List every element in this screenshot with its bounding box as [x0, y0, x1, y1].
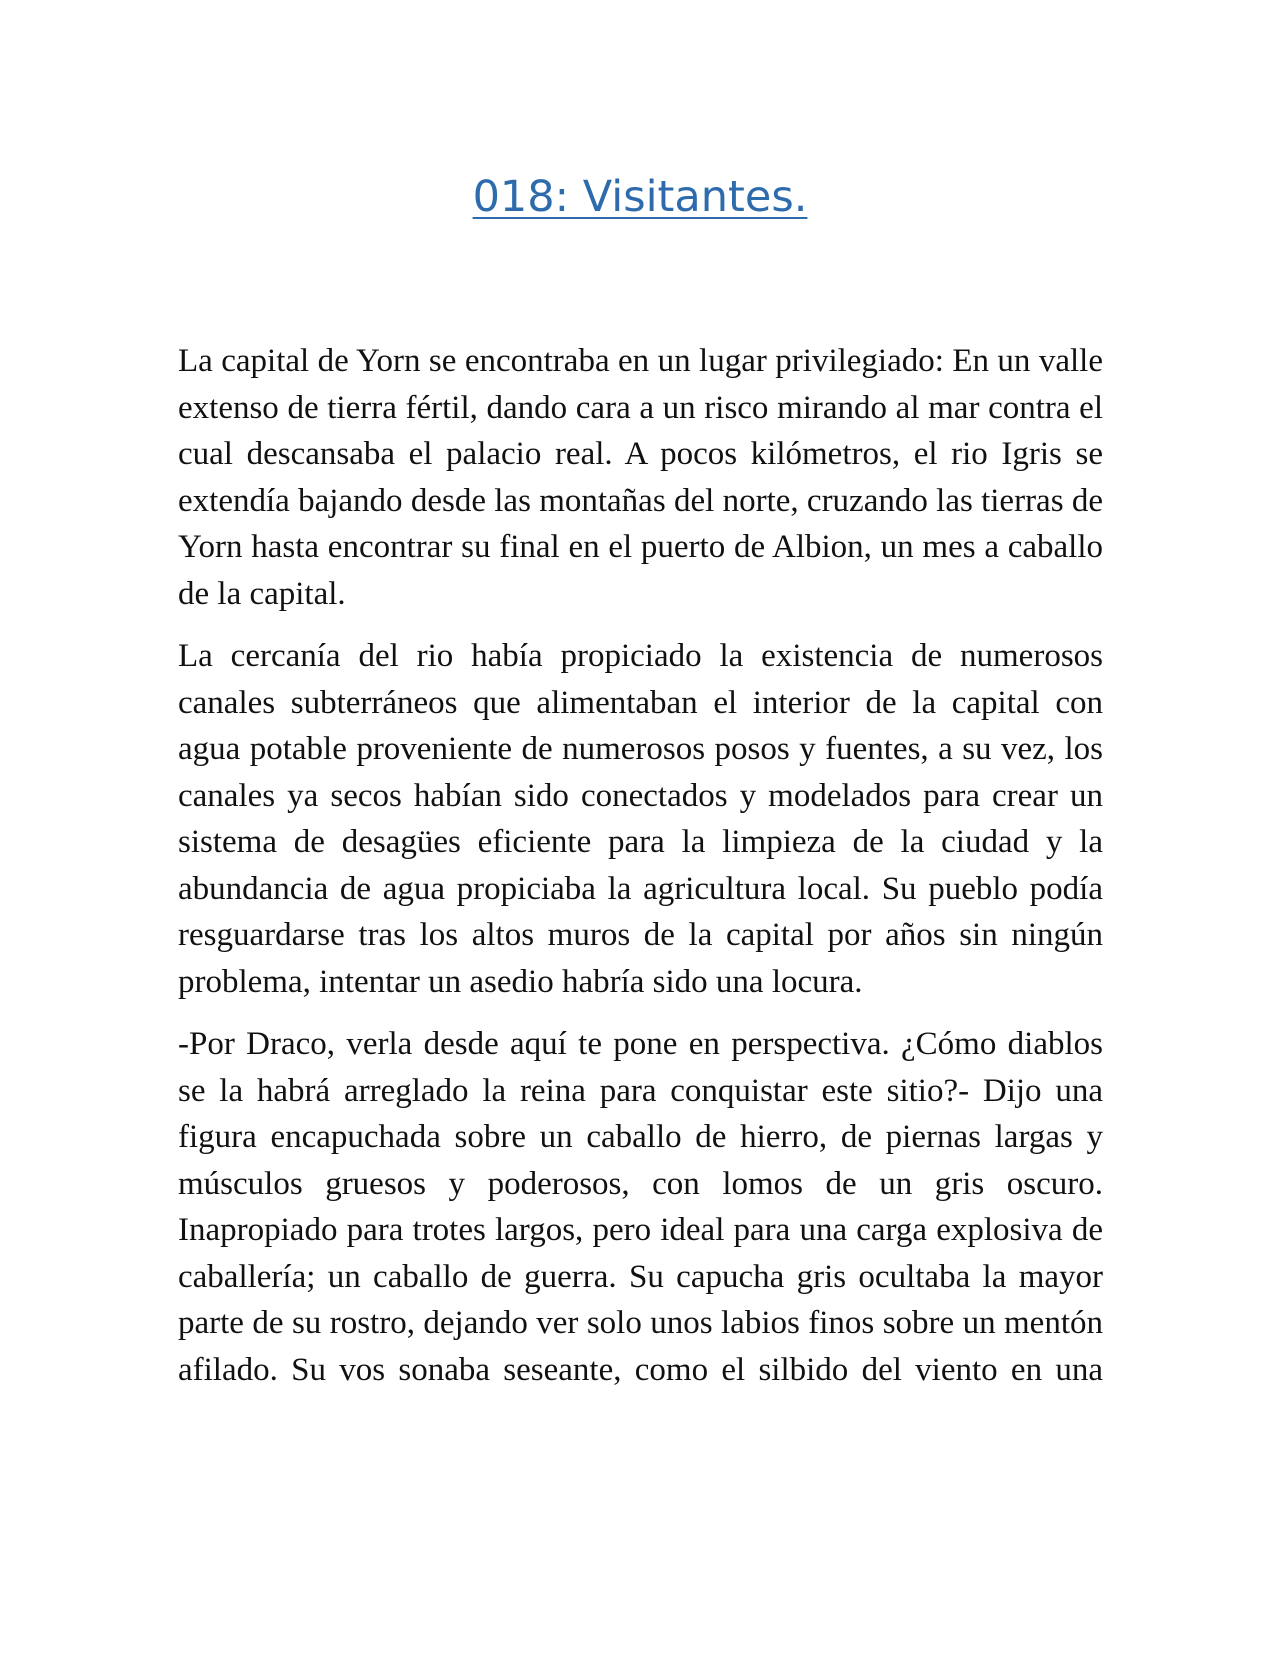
paragraph-2: La cercanía del rio había propiciado la existencia de numerosos canales subterráneos que alimentaban el interior de la capital con agua potable proveniente de numerosos posos y fuentes, a su vez, los canales ya secos habían sido conectados y modelados para crear un sistema de desagües eficiente para la limpieza de la ciudad y la abundancia de agua propiciaba la agricultura local. Su pueblo podía resguardarse tras los altos muros de la capital por años sin ningún problema, intentar un asedio habría sido una locura.	[178, 638, 1103, 1000]
paragraph-1: La capital de Yorn se encontraba en un lugar privilegiado: En un valle extenso de tierra fértil, dando cara a un risco mirando al mar contra el cual descansaba el palacio real. A pocos kilómetros, el rio Igris se extendía bajando desde las montañas del norte, cruzando las tierras de Yorn hasta encontrar su final en el puerto de Albion, un mes a caballo de la capital.	[178, 343, 1103, 612]
paragraph-3: -Por Draco, verla desde aquí te pone en perspectiva. ¿Cómo diablos se la habrá arreglado la reina para conquistar este sitio?- Dijo una figura encapuchada sobre un caballo de hierro, de piernas largas y músculos gruesos y poderosos, con lomos de un gris oscuro. Inapropiado para trotes largos, pero ideal para una carga explosiva de caballería; un caballo de guerra. Su capucha gris ocultaba la mayor parte de su rostro, dejando ver solo unos labios finos sobre un mentón afilado. Su vos sonaba seseante, como el silbido del viento en una	[178, 1026, 1103, 1388]
body-text	[178, 338, 1103, 1393]
chapter-title: 018: Visitantes.	[472, 172, 808, 222]
